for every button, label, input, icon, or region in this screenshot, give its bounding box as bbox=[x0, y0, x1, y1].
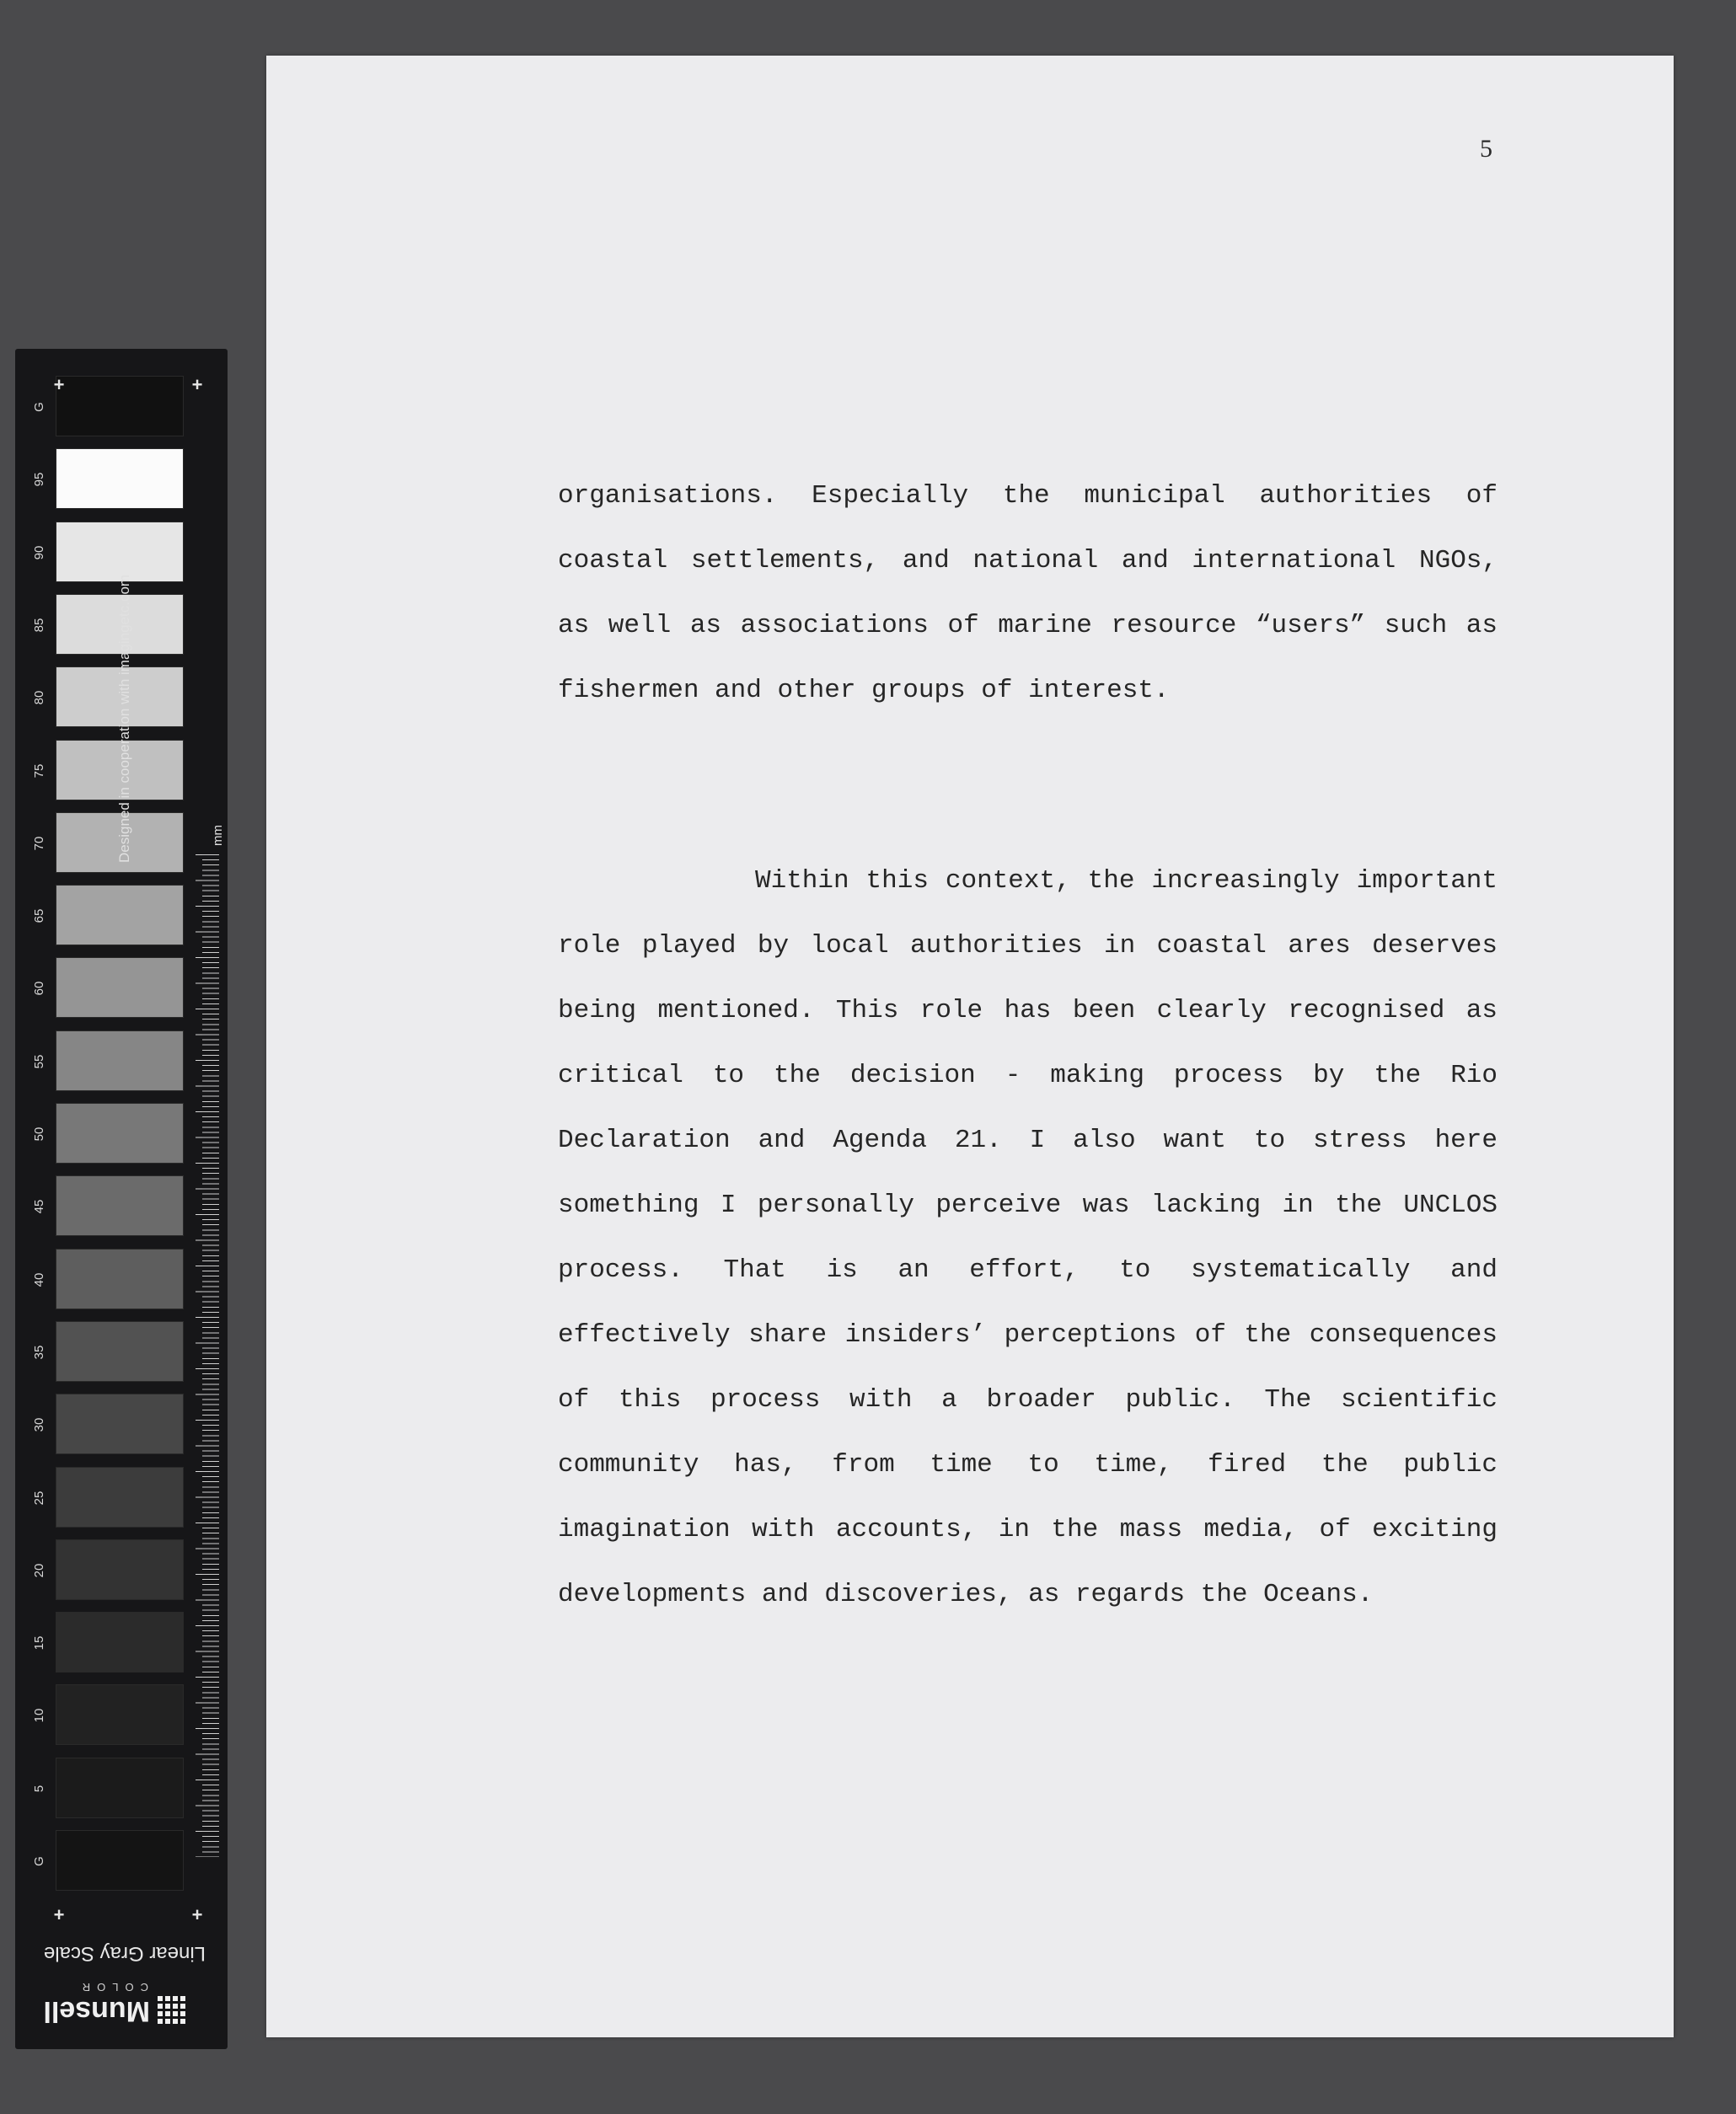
gray-level-label: 70 bbox=[32, 836, 46, 851]
gray-level-label: 30 bbox=[32, 1417, 46, 1432]
gray-patch bbox=[56, 1249, 184, 1309]
gray-patch bbox=[56, 1830, 184, 1891]
gray-patch bbox=[56, 1539, 184, 1600]
gray-level-label: 40 bbox=[32, 1272, 46, 1287]
gray-level-label: 45 bbox=[32, 1199, 46, 1214]
gray-patch bbox=[56, 1758, 184, 1818]
corner-mark: + bbox=[191, 1904, 203, 1925]
gray-patch bbox=[56, 1175, 184, 1236]
brand-logo-block bbox=[40, 1975, 209, 2034]
corner-mark: + bbox=[53, 374, 65, 395]
gray-level-label: 55 bbox=[32, 1054, 46, 1069]
gray-level-label: 95 bbox=[32, 472, 46, 487]
gray-patch bbox=[56, 1394, 184, 1454]
gray-level-label: 5 bbox=[32, 1785, 46, 1792]
gray-level-label: 80 bbox=[32, 690, 46, 705]
gray-patch bbox=[56, 1612, 184, 1672]
gray-level-label: 90 bbox=[32, 545, 46, 559]
document-page bbox=[266, 56, 1674, 2037]
gray-patch bbox=[56, 957, 184, 1018]
mm-ruler bbox=[202, 854, 219, 1857]
gray-level-label: 15 bbox=[32, 1635, 46, 1651]
gray-scale-card bbox=[15, 349, 228, 2049]
credit-text: Designed in cooperation with imagingetc.com bbox=[116, 574, 132, 863]
gray-patch bbox=[56, 1321, 184, 1382]
paragraph: organisations. Especially the municipal authorities of coastal settlements, and national and international NGOs, as well as associations of marine resource “users” such as fishermen and other groups of interest. bbox=[558, 481, 1498, 705]
gray-level-label: 20 bbox=[32, 1563, 46, 1578]
gray-level-label: G bbox=[32, 1856, 46, 1866]
ruler-unit: mm bbox=[211, 825, 225, 846]
brand-sub: COLOR bbox=[75, 1981, 148, 1994]
brand-name: Munsell bbox=[43, 1995, 150, 2027]
gray-level-label: 50 bbox=[32, 1127, 46, 1142]
gray-level-label: 60 bbox=[32, 982, 46, 996]
gray-patch bbox=[56, 1684, 184, 1745]
corner-mark: + bbox=[53, 1904, 65, 1925]
gray-patch bbox=[56, 376, 184, 436]
gray-level-label: G bbox=[32, 402, 46, 412]
gray-level-label: 10 bbox=[32, 1709, 46, 1723]
paragraph: Within this context, the increasingly important role played by local authorities in coastal ares deserves being mentioned. This role has been clearly recognised as critical to the decision - making process by the Rio Declaration and Agenda 21. I also want to stress here something I personally perceive was lacking in the UNCLOS process. That is an effort, to systematically and effectively share insiders’ perceptions of the consequences of this process with a broader public. The scientific community has, from time to time, fired the public imagination with accounts, in the mass media, of exciting developments and discoveries, as regards the Oceans. bbox=[558, 866, 1498, 1609]
gray-patch bbox=[56, 448, 184, 509]
page-number: 5 bbox=[1480, 135, 1492, 163]
gray-level-label: 25 bbox=[32, 1491, 46, 1505]
scale-title: Linear Gray Scale bbox=[43, 1942, 206, 1965]
gray-level-label: 75 bbox=[32, 763, 46, 778]
munsell-logo-icon bbox=[157, 1995, 185, 2024]
gray-patch bbox=[56, 885, 184, 945]
gray-level-label: 35 bbox=[32, 1345, 46, 1360]
gray-patch bbox=[56, 1103, 184, 1164]
corner-mark: + bbox=[191, 374, 203, 395]
gray-patch bbox=[56, 1030, 184, 1091]
gray-patch bbox=[56, 1467, 184, 1528]
gray-level-label: 65 bbox=[32, 908, 46, 923]
gray-level-label: 85 bbox=[32, 618, 46, 633]
